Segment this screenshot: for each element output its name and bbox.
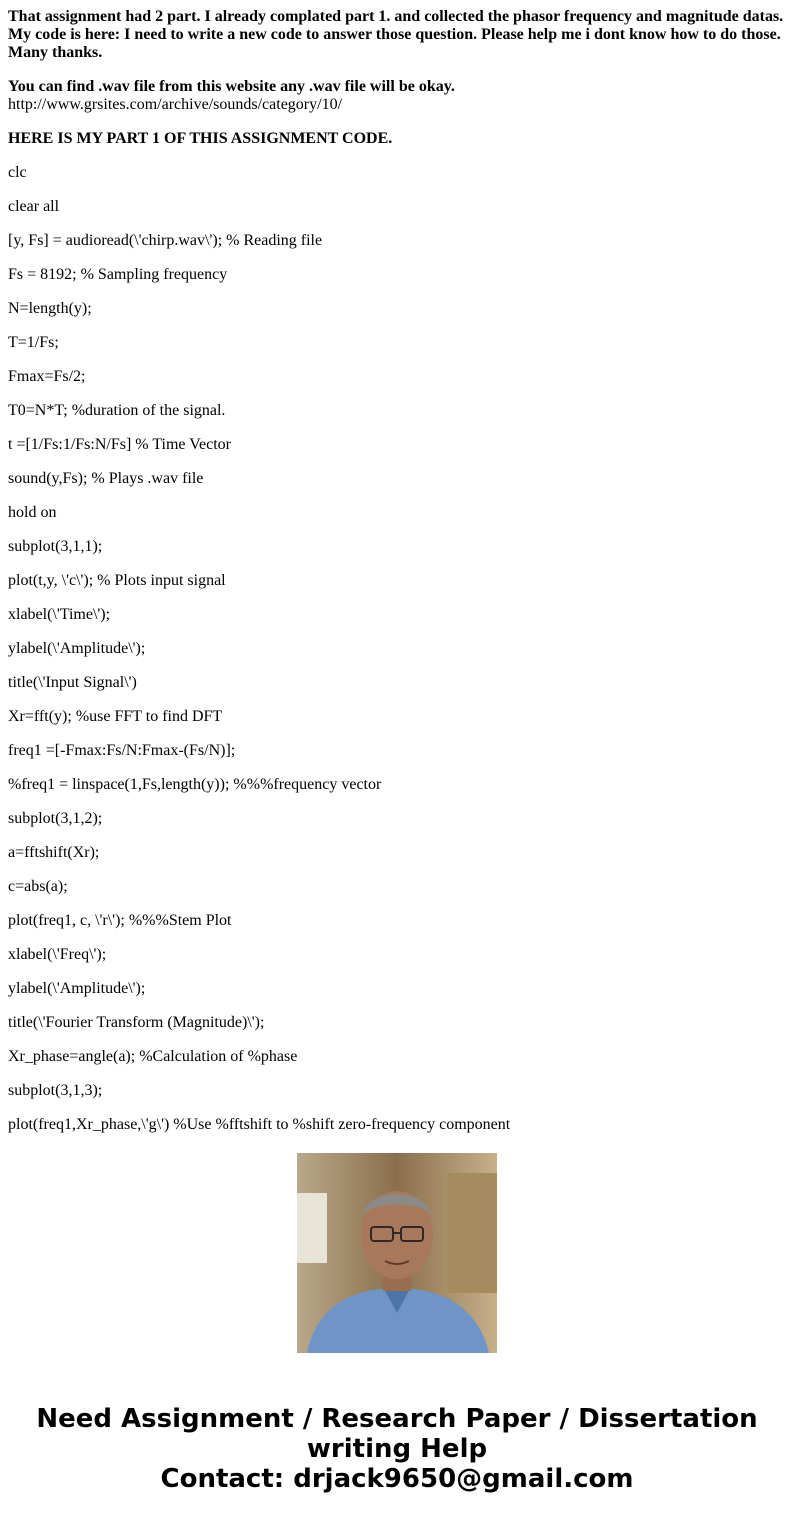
- code-line: c=abs(a);: [8, 878, 68, 895]
- code-line: title(\'Input Signal\'): [8, 674, 137, 691]
- code-line: plot(freq1, c, \'r\'); %%%Stem Plot: [8, 912, 232, 929]
- code-line: T=1/Fs;: [8, 334, 59, 351]
- author-avatar: [297, 1153, 497, 1353]
- code-line: [y, Fs] = audioread(\'chirp.wav\'); % Reading file: [8, 232, 323, 249]
- code-line: hold on: [8, 504, 57, 521]
- code-line: t =[1/Fs:1/Fs:N/Fs] % Time Vector: [8, 436, 231, 453]
- intro-paragraph: That assignment had 2 part. I already complated part 1. and collected the phasor frequency and magnitude datas. My code is here: I need to write a new code to answer those question. Please help me i dont know how to do those. Many thanks.: [8, 8, 784, 61]
- code-line: ylabel(\'Amplitude\');: [8, 980, 146, 997]
- code-line: plot(t,y, \'c\'); % Plots input signal: [8, 572, 226, 589]
- promo-contact[interactable]: Contact: drjack9650@gmail.com: [160, 1464, 634, 1494]
- code-line: freq1 =[-Fmax:Fs/N:Fmax-(Fs/N)];: [8, 742, 236, 759]
- code-line: Xr_phase=angle(a); %Calculation of %phase: [8, 1048, 298, 1065]
- code-line: title(\'Fourier Transform (Magnitude)\');: [8, 1014, 265, 1031]
- code-line: Fmax=Fs/2;: [8, 368, 86, 385]
- code-line: ylabel(\'Amplitude\');: [8, 640, 146, 657]
- author-photo: [297, 1153, 497, 1353]
- code-line: Fs = 8192; % Sampling frequency: [8, 266, 228, 283]
- document-body: [8, 8, 786, 1133]
- source-note: [8, 78, 786, 114]
- code-line: subplot(3,1,2);: [8, 810, 103, 827]
- code-listing: [8, 164, 786, 1134]
- code-line: plot(freq1,Xr_phase,\'g\') %Use %fftshift to %shift zero-frequency component: [8, 1116, 511, 1133]
- code-line: clc: [8, 164, 27, 181]
- code-line: sound(y,Fs); % Plays .wav file: [8, 470, 204, 487]
- wav-link[interactable]: http://www.grsites.com/archive/sounds/category/10/: [8, 96, 343, 113]
- code-heading: HERE IS MY PART 1 OF THIS ASSIGNMENT CODE.: [8, 130, 393, 147]
- code-line: clear all: [8, 198, 60, 215]
- code-line: %freq1 = linspace(1,Fs,length(y)); %%%frequency vector: [8, 776, 382, 793]
- code-line: subplot(3,1,3);: [8, 1082, 103, 1099]
- code-line: N=length(y);: [8, 300, 92, 317]
- wav-note: You can find .wav file from this website any .wav file will be okay.: [8, 78, 455, 95]
- promo-line-2: writing Help: [306, 1434, 488, 1464]
- code-line: Xr=fft(y); %use FFT to find DFT: [8, 708, 223, 725]
- promo-banner: [0, 1404, 794, 1494]
- code-line: xlabel(\'Time\');: [8, 606, 111, 623]
- code-line: xlabel(\'Freq\');: [8, 946, 107, 963]
- promo-line-1: Need Assignment / Research Paper / Dissertation: [36, 1404, 758, 1434]
- code-line: T0=N*T; %duration of the signal.: [8, 402, 226, 419]
- code-line: subplot(3,1,1);: [8, 538, 103, 555]
- code-line: a=fftshift(Xr);: [8, 844, 100, 861]
